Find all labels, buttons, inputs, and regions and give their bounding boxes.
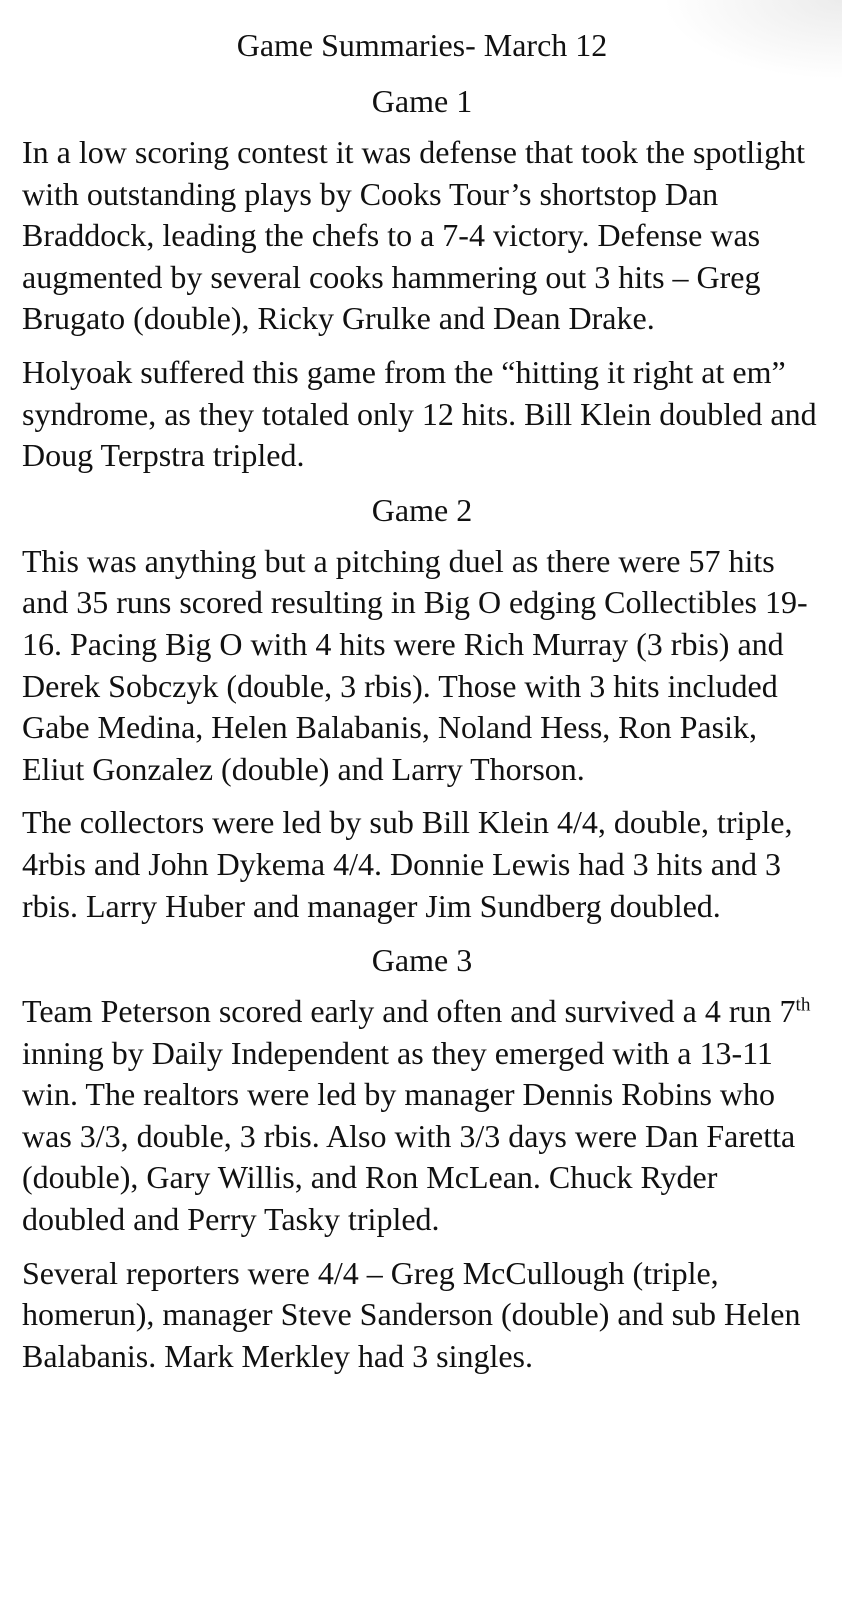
game-3-section <box>22 939 822 1377</box>
game-1-section <box>22 80 822 477</box>
ordinal-suffix: th <box>795 994 811 1016</box>
game-2-paragraph-2: The collectors were led by sub Bill Klein 4/4, double, triple, 4rbis and John Dykema 4/4. Donnie Lewis had 3 hits and 3 rbis. Larry Huber and manager Jim Sundberg doubled. <box>22 804 793 924</box>
game-3-paragraph-1 <box>22 991 822 1241</box>
document-page <box>22 24 822 1389</box>
game-1-paragraph-2: Holyoak suffered this game from the “hitting it right at em” syndrome, as they totaled only 12 hits. Bill Klein doubled and Doug Terpstra tripled. <box>22 353 817 474</box>
game-3-heading: Game 3 <box>371 942 473 979</box>
game-3-paragraph-2: Several reporters were 4/4 – Greg McCullough (triple, homerun), manager Steve Sanderson (double) and sub Helen Balabanis. Mark Merkley had 3 singles. <box>22 1254 801 1374</box>
game-2-heading: Game 2 <box>371 491 473 528</box>
game-2-section <box>22 489 822 927</box>
game-3-paragraph-1-end: inning by Daily Independent as they emerged with a 13-11 win. The realtors were led by manager Dennis Robins who was 3/3, double, 3 rbis. Also with 3/3 days were Dan Faretta (double), Gary Willis, and Ron McLean. Chuck Ryder doubled and Perry Tasky tripled. <box>22 1034 796 1238</box>
document-title: Game Summaries- March 12 <box>236 27 608 63</box>
game-1-heading: Game 1 <box>371 83 473 119</box>
game-2-paragraph-1: This was anything but a pitching duel as there were 57 hits and 35 runs scored resulting in Big O edging Collectibles 19-16. Pacing Big O with 4 hits were Rich Murray (3 rbis) and Derek Sobczyk (double, 3 rbis). Those with 3 hits included Gabe Medina, Helen Balabanis, Noland Hess, Ron Pasik, Eliut Gonzalez (double) and Larry Thorson. <box>22 542 808 787</box>
game-3-paragraph-1-start: Team Peterson scored early and often and survived a 4 run 7 <box>22 993 796 1030</box>
game-1-paragraph-1: In a low scoring contest it was defense that took the spotlight with outstanding plays by Cooks Tour’s shortstop Dan Braddock, leading the chefs to a 7-4 victory. Defense was augmented by several cooks hammering out 3 hits – Greg Brugato (double), Ricky Grulke and Dean Drake. <box>22 134 805 337</box>
